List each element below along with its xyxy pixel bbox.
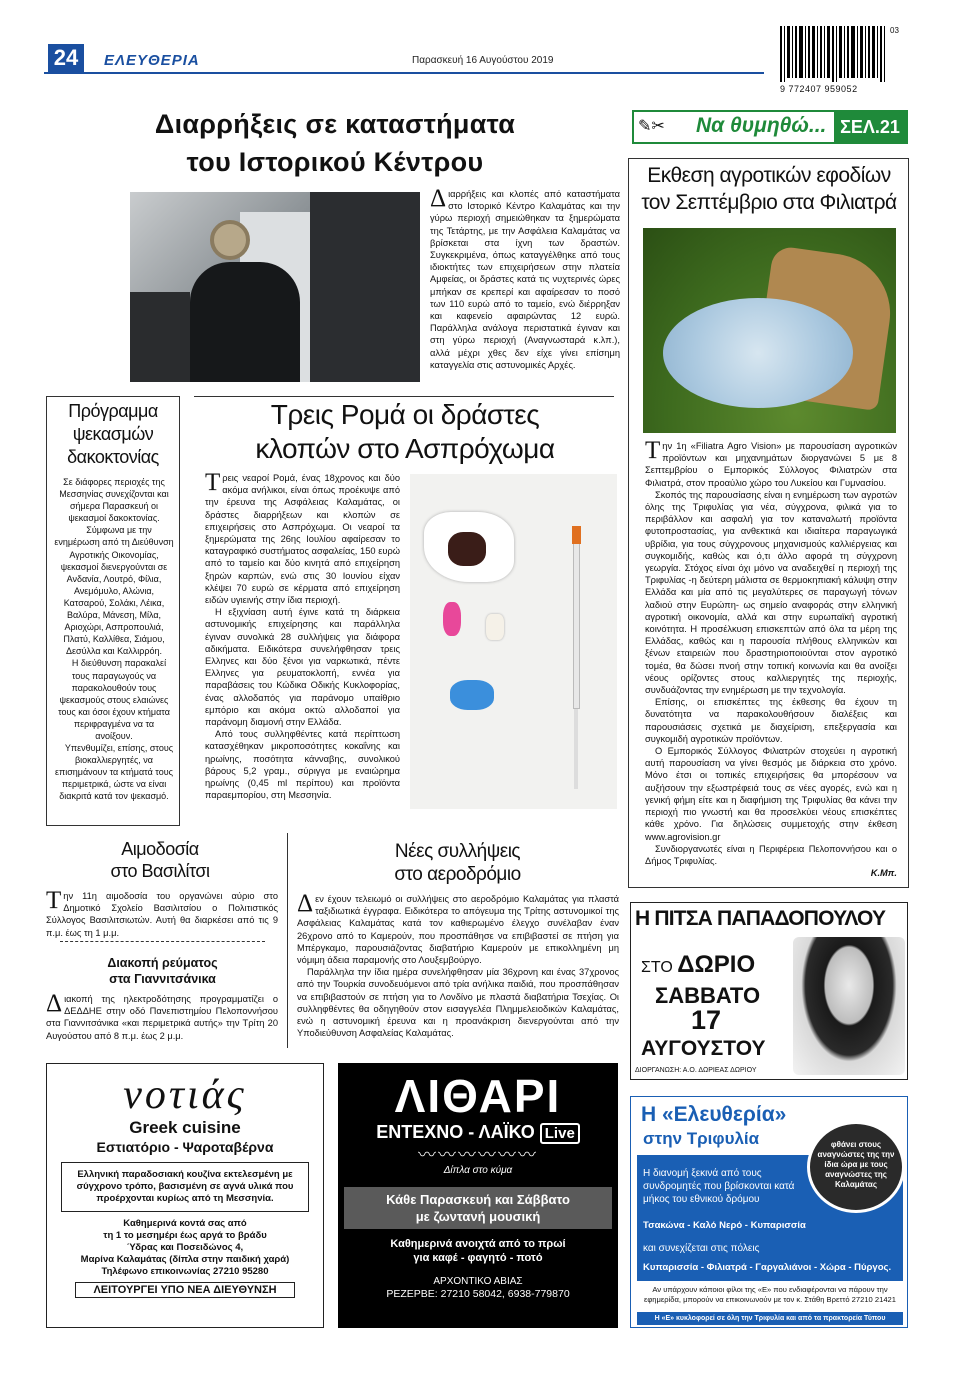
fertilizer-photo xyxy=(643,228,896,433)
roma-body: Τρεις νεαροί Ρομά, ένας 18χρονος και δύο ακόμα ανήλικοι, είναι όπως προέκυψε από την έρευνα της Ασφάλειας Καλαμάτας, οι δράστες διαρρήξεων και κλοπών σε επιχειρήσεις στο Ασπρόχωμα. Οι νεαροί τα ξημερώματα της 26ης Ιουλίου αφαίρεσαν το καταγραφικό συστήματος ασφαλείας, 150 ευρώ από το ταμείο και δύο κινητά από επιχείρηση ξηρών καρπών, ενώ στις 30 Ιουνίου είχαν κλέψει 70 ευρώ σε κέρματα από επιχείρηση ειδών υγιεινής στην ίδια περιοχή. Η εξιχνίαση αυτή έγινε κατά τη διάρκεια αστυνομικής επιχείρησης και παράλληλα έγιναν συνολικά 28 συλλήψεις για διάφορα αδικήματα. Ειδικότερα συνελήφθησαν τρεις Ελληνες και δύο ξένοι για ναρκωτικά, πέντε Ελληνες για ρευματοκλοπή, εννέα για παραβάσεις του Κώδικα Οδικής Κυκλοφορίας, ένας αλλοδαπός για παράνομο υπαίθριο εμπόριο και ακόμα οκτώ αλλοδαποί για παράνομη διαμονή στην Ελλάδα. Από τους συλληφθέντες κατά περίπτωση κατασχέθηκαν μικροποσότητες κοκαΐνης και ηρωίνης, ποσότητα κάνναβης, συνολικού βάρους 5,2 γραμ., σύριγγα με εναιώρημα ηρωίνης (0,45 ml περίπου) και προϊόντα παραεμπορίου, στη Μεσσηνία. xyxy=(205,469,400,801)
airport-body: Δεν έχουν τελειωμό οι συλλήψεις στο αεροδρόμιο Καλαμάτας για πλαστά ταξιδιωτικά έγγραφα. Ειδικότερα το απόγευμα της Τρίτης αστυνομικοί της Ασφάλειας Καλαμάτας κατά τον καθιερωμένο έλεγχο συνέλαβαν έναν 26χρονο από το Καμερούν, που προσπάθησε να επιβιβαστεί σε πτήση για Μπέργκαμο, παρουσιάζοντας διαβατήριο Καμερούν με επικολλημένη μη νόμιμη άδεια παραμονής στο Λουξεμβούργο. Παράλληλα την ίδια ημέρα συνελήφθησαν μία 36χρονη και ένας 37χρονος από την Τουρκία συνοδευόμενοι από τρία ανήλικα παιδιά, που προσπάθησαν να επιβιβαστούν σε πτήση για το Λονδίνο με πλαστά διαβατήρια Τσεχίας. Οι συλληφθέντες θα οδηγηθούν στον εισαγγελέα Πλημμελειοδικών Καλαμάτας, ενώ η αστυνομική έρευνα και η προανάκριση διενεργούνται από την Υποδιεύθυνση Ασφαλείας Καλαμάτας. xyxy=(297,890,619,1039)
barcode-number: 9 772407 959052 xyxy=(780,84,858,94)
reminder-banner xyxy=(632,110,908,144)
ad-lithari: ΛΙΘΑΡΙ ΕΝΤΕΧΝΟ - ΛΑΪΚΟ Live 〰〰〰〰〰〰 Δίπλα στο κύμα Κάθε Παρασκευή και Σάββατο με ζωντανή μουσική Καθημερινά ανοιχτά από το πρωί για καφέ - φαγητό - ποτό ΑΡΧΟΝΤΙΚΟ ΑΒΙΑΣ ΡΕΖΕΡΒΕ: 27210 58042, 6938-779870 xyxy=(338,1063,618,1328)
ad-pitsa-line1: Η ΠΙΤΣΑ ΠΑΠΑΔΟΠΟΥΛΟΥ xyxy=(635,907,886,930)
page-number: 24 xyxy=(48,44,84,72)
wave-icon: 〰〰〰〰〰〰 xyxy=(418,1145,538,1165)
expo-signature: Κ.Μπ. xyxy=(870,868,897,879)
reminder-label: Να θυμηθώ... xyxy=(696,114,827,137)
barcode xyxy=(780,26,908,96)
expo-body: Την 1η «Filiatra Agro Vision» με παρουσίαση αγροτικών προϊόντων και μηχανημάτων διοργανώνει 5 με 8 Σεπτεμβρίου ο Εμπορικός Σύλλογος Φιλιατρών στα Φιλιατρά, στον προαύλιο χώρο του Λυκείου και Γυμνασίου. Σκοπός της παρουσίασης είναι η ενημέρωση των αγροτών όλης της Τριφυλίας για νέα, σύγχρονα, φιλικά για το περιβάλλον και ασφαλή για τον καταναλωτή προϊόντα φυτοπροστασίας, για ανθεκτικά και ιδιαίτερα παραγωγικά υβρίδια, για τους σύγχρονους μηχανισμούς καλλιέργειας και συγκομιδής, καθώς και ό,τι άλλο αφορά τη σύγχρονη γεωργία. Στόχος είναι όχι μόνο να αναδειχθεί η περιοχή της Τριφυλίας -η δεύτερη μάλιστα σε θερμοκηπιακή κάλυψη στην Ελλάδα και μία από τις μεγαλύτερες σε παραγωγή τόνων λαδιού στην Ευρώπη- ως σημείο αναφοράς στην ελληνική αγροτική οικονομία, αλλά και στην ευρωπαϊκή αγροτική κοινότητα. Η προσέλκυση επισκεπτών από όλα τα μέρη της Ελλάδας, καθώς και η παρουσία πλήθους ελληνικών και ξένων εταιρειών που δραστηριοποιούνται στον αγροτικό τομέα, θα δώσει πνοή στην τοπική κοινωνία και θα ανοίξει νέους ορίζοντες στους καλλιεργητές της περιοχής, συνδυάζοντας την ενημέρωση με την τεχνολογία. Επίσης, οι επισκέπτες της έκθεσης θα έχουν τη δυνατότητα να παρακολουθήσουν διαλέξεις και παρουσιάσεις σχετικά με διαχείριση, επεξεργασία και συγκομιδή αγροτικών προϊόντων. Ο Εμπορικός Σύλλογος Φιλιατρών στοχεύει η αγροτική αυτή παρουσίαση να γίνει θεσμός με διάρκεια στο χρόνο. Μόνο έτσι οι τοπικές επιχειρήσεις θα μπορέσουν να αυξήσουν την εξωστρέφειά τους σε νέες αγορές, ενώ και η γενική φήμη είτε και η διαφήμιση της Τριφυλίας θα κάνει την περιοχή πιο γνωστή και θα προσελκύει νέους επισκέπτες κάθε χρόνο. Για δηλώσεις συμμετοχής στην έκθεση www.agrovision.gr Συνδιοργανωτές είναι η Περιφέρεια Πελοποννήσου και ο Δήμος Τριφυλίας. Κ.Μπ. xyxy=(645,437,897,879)
eleftheria-badge: φθάνει στους αναγνώστες της την ίδια ώρα με τους αναγνώστες της Καλαμάτας xyxy=(807,1121,905,1213)
barcode-issue: 03 xyxy=(890,26,899,35)
evidence-photo xyxy=(410,474,617,809)
issue-date: Παρασκευή 16 Αυγούστου 2019 xyxy=(412,55,554,66)
airport-headline: Νέες συλλήψεις στο αεροδρόμιο xyxy=(394,841,521,885)
page-header xyxy=(44,42,764,74)
reminder-page-ref[interactable]: ΣΕΛ.21 xyxy=(834,112,906,142)
spraying-headline: Πρόγραμμα ψεκασμών δακοκτονίας xyxy=(67,401,159,467)
blood-headline: Αιμοδοσία στο Βασιλίτσι xyxy=(110,839,210,881)
ad-eleftheria: Η «Ελευθερία» στην Τριφυλία φθάνει στους αναγνώστες της την ίδια ώρα με τους αναγνώστες της Καλαμάτας Η διανομή ξεκινά από τους συνδρομητές που βρίσκονται κατά μήκος του εθνικού δρόμου Τσακώνα - Καλό Νερό - Κυπαρισσία και συνεχίζεται στις πόλεις Κυπαρισσία - Φιλιατρά - Γαργαλιάνοι - Χώρα - Πύργος. Αν υπάρχουν κάποιοι φίλοι της «Ε» που ενδιαφέρονται να πάρουν την εφημερίδα, μπορούν να επικοινωνούν με τον κ. Στάθη Βρεττό 27210 21421 Η «Ε» κυκλοφορεί σε όλη την Τριφυλία και από τα πρακτορεία Τύπου xyxy=(630,1096,908,1328)
power-headline: Διακοπή ρεύματος στα Γιαννιτσάνικα xyxy=(107,956,218,986)
ad-pitsa: Η ΠΙΤΣΑ ΠΑΠΑΔΟΠΟΥΛΟΥ ΣΤΟ ΔΩΡΙΟ ΣΑΒΒΑΤΟ 17 ΑΥΓΟΥΣΤΟΥ ΔΙΟΡΓΑΝΩΣΗ: Α.Ο. ΔΩΡΙΕΑΣ ΔΩΡΙΟΥ xyxy=(630,902,908,1080)
notias-box: Ελληνική παραδοσιακή κουζίνα εκτελεσμένη με σύγχρονο τρόπο, βασισμένη σε αγνά υλικά που προέρχονται κυρίως από τη Μεσσηνία. xyxy=(61,1162,309,1212)
singer-photo xyxy=(793,937,905,1075)
burglary-photo xyxy=(130,192,420,382)
lithari-title: ΛΙΘΑΡΙ xyxy=(394,1070,562,1122)
expo-headline: Εκθεση αγροτικών εφοδίων τον Σεπτέμβριο στα Φιλιατρά xyxy=(641,164,897,214)
spraying-body: Σε διάφορες περιοχές της Μεσσηνίας συνεχίζονται και σήμερα Παρασκευή οι ψεκασμοί δακοκτονίας. Σύμφωνα με την ενημέρωση από τη Διεύθυνση Αγροτικής Οικονομίας, ψεκασμοί διενεργούνται σε Ανδανία, Λουτρό, Φίλια, Ανεμόμυλο, Αλώνια, Κατσαρού, Σολάκι, Λέικα, Βαλύρα, Μάνεση, Μίλα, Αριοχώρι, Ασπροπουλιά, Πλατύ, Καλλίθεα, Σιάμου, Δεσύλλα και Καλλιρρόη. Η διεύθυνση παρακαλεί τους παραγωγούς να παρακολουθούν τους ψεκασμούς στους ελαιώνες τους και όσοι έχουν κτήματα περιφραγμένα να τα ανοίξουν. Υπενθυμίζει, επίσης, στους βιοκαλλιεργητές, να επισημάνουν τα κτήματά τους περιμετρικά, ώστε να είναι διακριτά κατά τον ψεκασμό. xyxy=(54,477,174,802)
burglary-headline: Διαρρήξεις σε καταστήματα του Ιστορικού Κέντρου xyxy=(154,109,516,177)
power-body: Διακοπή της ηλεκτροδότησης προγραμματίζει ο ΔΕΔΔΗΕ στην οδό Πανεπιστημίου Πελοποννήσου στα Γιαννιτσάνικα «και περιμετρικά αυτής» την Τρίτη 20 Αυγούστου από 8 π.μ. έως 2 μ.μ. xyxy=(46,990,278,1041)
notias-logo: νοτιάς xyxy=(123,1072,247,1118)
burglary-body: Διαρρήξεις και κλοπές από καταστήματα στο Ιστορικό Κέντρο Καλαμάτας και την γύρω περιοχή σημειώθηκαν τα ξημερώματα της Τετάρτης, με την Ασφάλεια Καλαμάτας να βρίσκεται στα ίχνη των δραστών. Συγκεκριμένα, όπως καταγγέλθηκε από τους ιδιοκτήτες των επιχειρήσεων στην πλατεία Αμφείας, οι δράστες κατά τις νυχτερινές ώρες μπήκαν σε κρεπερί και αφαίρεσαν το ποσό των 110 ευρώ από το ταμείο, ενώ διέρρηξαν και καφενείο αφαιρώντας 12 ευρώ. Παράλληλα ανάλογα περιστατικά έγιναν και στη γύρω περιοχή (Αναγνωσταρά κ.λπ.), αλλά μέχρι χθες δεν είχε γίνει επίσημη καταγγελία στις αστυνομικές Αρχές. xyxy=(430,185,620,370)
blood-body: Την 11η αιμοδοσία του οργανώνει αύριο στο Δημοτικό Σχολείο Βασιλιτσίου ο Πολιτιστικός Σύλλογος Βασιλιτσιωτών. Αυτή θα διαρκέσει από τις 9 π.μ. έως τη 1 μ.μ. xyxy=(46,887,278,938)
barcode-icon xyxy=(780,26,888,82)
reminder-icon: ✎✂ xyxy=(638,118,665,135)
paper-name: ΕΛΕΥΘΕΡΙΑ xyxy=(104,52,200,69)
ad-notias: νοτιάς Greek cuisine Εστιατόριο - Ψαροταβέρνα Ελληνική παραδοσιακή κουζίνα εκτελεσμένη με σύγχρονο τρόπο, βασισμένη σε αγνά υλικά που προέρχονται κυρίως από τη Μεσσηνία. Καθημερινά κοντά σας από τη 1 το μεσημέρι έως αργά το βράδυ Ύδρας και Ποσειδώνος 4, Μαρίνα Καλαμάτας (δίπλα στην παιδική χαρά) Τηλέφωνο επικοινωνίας 27210 95280 ΛΕΙΤΟΥΡΓΕΙ ΥΠΟ ΝΕΑ ΔΙΕΥΘΥΝΣΗ xyxy=(46,1063,324,1328)
roma-headline: Τρεις Ρομά οι δράστες κλοπών στο Ασπρόχωμα xyxy=(255,399,555,464)
